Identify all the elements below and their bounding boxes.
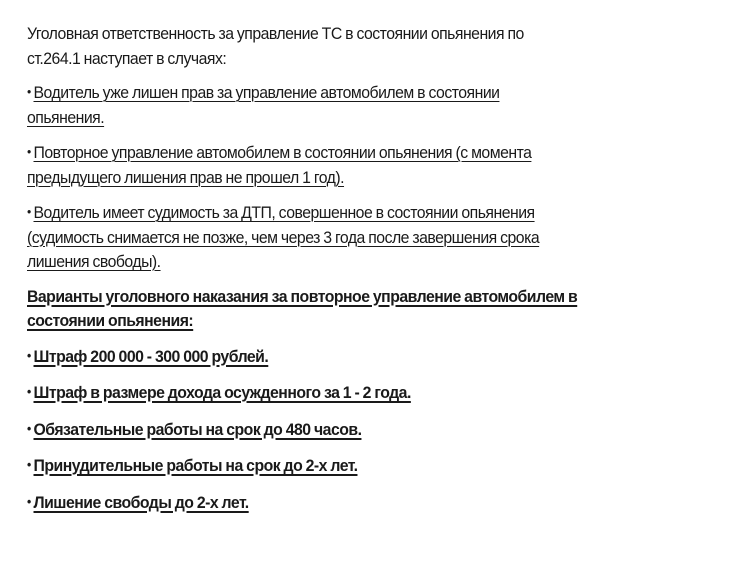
- intro-paragraph: [27, 22, 734, 71]
- case-2-line-1: Повторное управление автомобилем в состоянии опьянения (с момента: [33, 143, 532, 162]
- penalty-item-3: [27, 417, 734, 443]
- penalty-1-text: Штраф 200 000 - 300 000 рублей.: [33, 346, 269, 366]
- bullet-icon: •: [27, 420, 31, 436]
- penalty-3-text: Обязательные работы на срок до 480 часов.: [33, 419, 362, 439]
- case-item-3: [27, 200, 734, 275]
- slide-content: [27, 22, 727, 526]
- case-2-line-2: предыдущего лишения прав не прошел 1 год).: [27, 167, 345, 187]
- bullet-icon: •: [27, 457, 31, 472]
- bullet-icon: •: [27, 384, 31, 399]
- case-3-line-1: Водитель имеет судимость за ДТП, совершенное в состоянии опьянения: [33, 203, 535, 222]
- bullet-icon: •: [27, 84, 31, 99]
- bullet-icon: •: [27, 144, 31, 159]
- penalty-5-text: Лишение свободы до 2-х лет.: [33, 492, 249, 512]
- case-item-1: [27, 80, 734, 130]
- penalty-item-2: [27, 380, 734, 406]
- bullet-icon: •: [27, 493, 31, 509]
- penalties-heading-line-1: Варианты уголовного наказания за повторное управление автомобилем в: [27, 286, 578, 306]
- case-item-2: [27, 140, 734, 190]
- penalty-item-5: [27, 490, 734, 516]
- case-3-line-3: лишения свободы).: [27, 252, 161, 271]
- penalty-item-4: [27, 453, 734, 479]
- penalties-heading-line-2: состоянии опьянения:: [27, 311, 194, 330]
- bullet-icon: •: [27, 204, 31, 219]
- case-3-line-2: (судимость снимается не позже, чем через 3 года после завершения срока: [27, 227, 540, 247]
- case-1-line-1: Водитель уже лишен прав за управление автомобилем в состоянии: [33, 83, 500, 102]
- intro-line-1: Уголовная ответственность за управление ТС в состоянии опьянения по: [27, 24, 524, 43]
- penalty-2-text: Штраф в размере дохода осужденного за 1 - 2 года.: [33, 383, 411, 402]
- bullet-icon: •: [27, 347, 31, 363]
- intro-line-2: ст.264.1 наступает в случаях:: [27, 48, 227, 68]
- case-1-line-2: опьянения.: [27, 107, 105, 127]
- penalties-heading: [27, 285, 734, 334]
- penalty-item-1: [27, 344, 734, 370]
- penalty-4-text: Принудительные работы на срок до 2-х лет.: [33, 456, 358, 475]
